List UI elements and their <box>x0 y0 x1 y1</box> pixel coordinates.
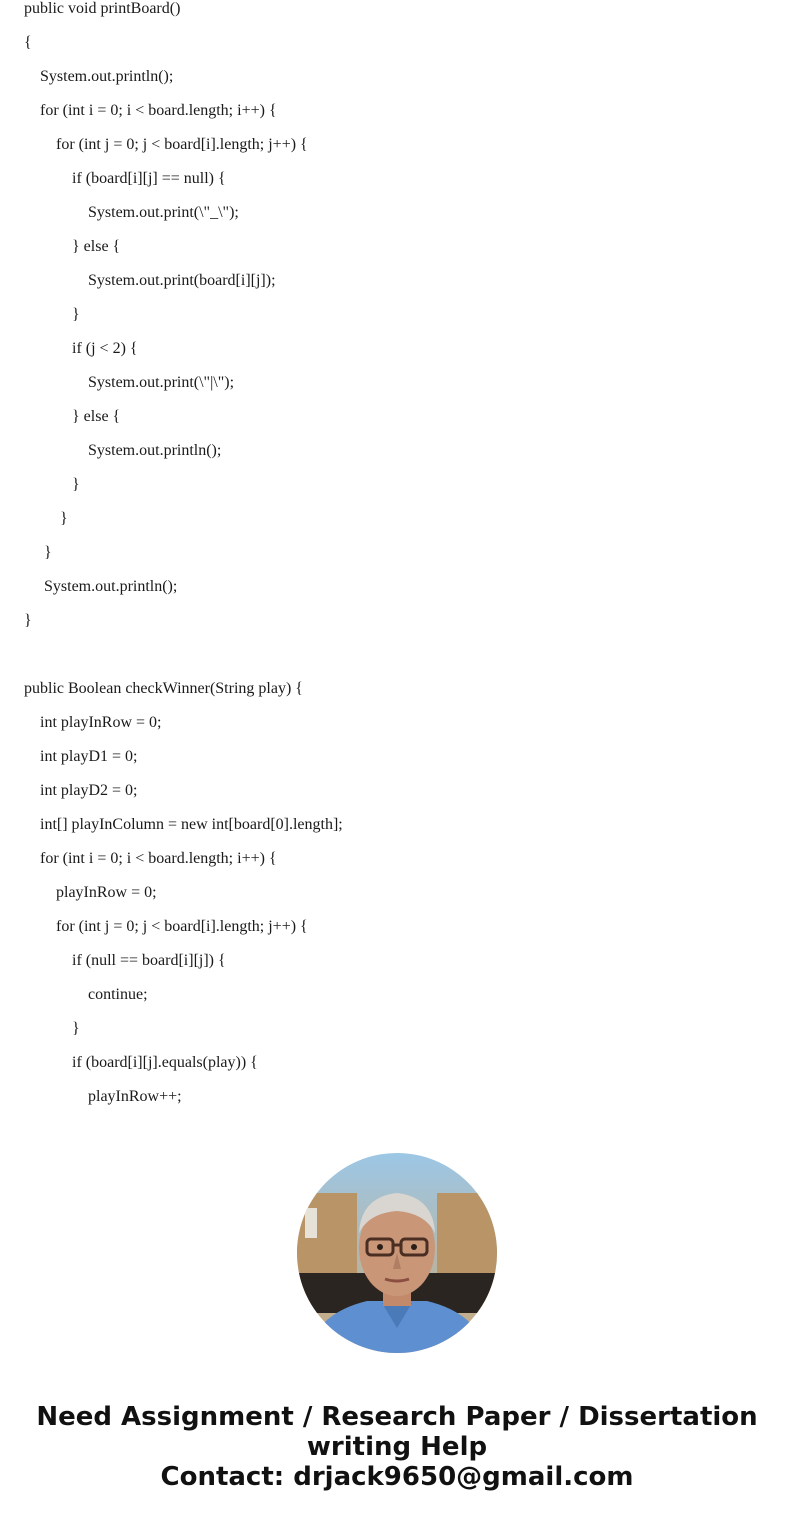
code-block <box>24 0 784 1121</box>
code-line: int[] playInColumn = new int[board[0].length]; <box>40 816 343 833</box>
promo-line-1: Need Assignment / Research Paper / Dissertation <box>36 1402 758 1432</box>
code-line: { <box>24 34 32 51</box>
code-line: System.out.print(board[i][j]); <box>88 272 276 289</box>
code-line: } <box>24 612 32 629</box>
code-line: System.out.println(); <box>44 578 178 595</box>
code-line: int playInRow = 0; <box>40 714 162 731</box>
code-line: } <box>60 510 68 527</box>
code-line: continue; <box>88 986 148 1003</box>
code-line: int playD2 = 0; <box>40 782 138 799</box>
code-line: } <box>72 1020 80 1037</box>
author-photo <box>297 1153 497 1353</box>
code-line: for (int j = 0; j < board[i].length; j++) { <box>56 918 308 935</box>
code-line: } else { <box>72 408 121 425</box>
code-line: System.out.println(); <box>88 442 222 459</box>
code-line: playInRow++; <box>88 1088 182 1105</box>
code-line: System.out.println(); <box>40 68 174 85</box>
code-line: public void printBoard() <box>24 0 181 17</box>
code-line: for (int i = 0; i < board.length; i++) { <box>40 850 277 867</box>
code-line: } <box>72 476 80 493</box>
promo-banner <box>0 1402 794 1492</box>
code-line: System.out.print(\"_\"); <box>88 204 239 221</box>
code-line: for (int i = 0; i < board.length; i++) { <box>40 102 277 119</box>
code-line: } <box>72 306 80 323</box>
author-portrait-image <box>297 1153 497 1353</box>
code-line: if (null == board[i][j]) { <box>72 952 226 969</box>
code-line: if (j < 2) { <box>72 340 138 357</box>
code-line: public Boolean checkWinner(String play) { <box>24 680 303 697</box>
promo-line-2: writing Help <box>306 1432 488 1462</box>
code-line: if (board[i][j] == null) { <box>72 170 226 187</box>
code-line: if (board[i][j].equals(play)) { <box>72 1054 258 1071</box>
code-line <box>24 645 784 679</box>
code-line: System.out.print(\"|\"); <box>88 374 235 391</box>
code-line: for (int j = 0; j < board[i].length; j++) { <box>56 136 308 153</box>
code-line: } <box>44 544 52 561</box>
code-line: int playD1 = 0; <box>40 748 138 765</box>
code-line: playInRow = 0; <box>56 884 157 901</box>
code-line: } else { <box>72 238 121 255</box>
promo-contact: Contact: drjack9650@gmail.com <box>160 1462 634 1492</box>
